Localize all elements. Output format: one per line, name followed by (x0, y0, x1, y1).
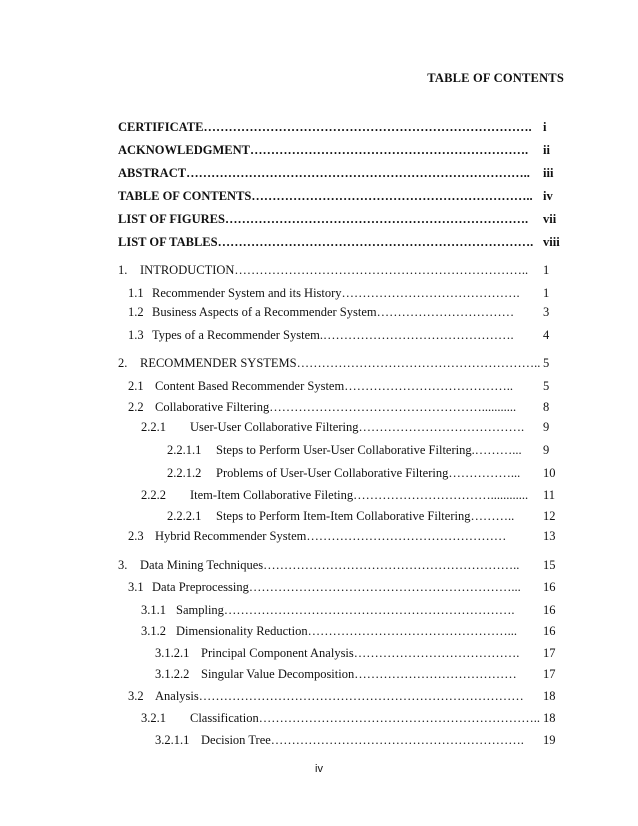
toc-entry-number: 2.3 (128, 529, 144, 543)
toc-entry-title: INTRODUCTION…………………………………………………………….. (140, 263, 529, 277)
toc-entry-title: RECOMMENDER SYSTEMS………………………………………………….. (140, 356, 541, 370)
toc-entry (0, 709, 638, 727)
toc-entry-number: 3.2 (128, 689, 144, 703)
toc-entry-title: Types of a Recommender System.………………………………………. (152, 328, 514, 342)
toc-entry-page: 3 (543, 305, 550, 319)
toc-entry (0, 644, 638, 662)
toc-entry-title: Problems of User-User Collaborative Filtering……………... (216, 466, 521, 480)
toc-entry-page: 11 (543, 488, 556, 502)
toc-entry-title: Principal Component Analysis…………………………………. (201, 646, 520, 660)
toc-entry-title: Sampling……………………………………………………………. (176, 603, 515, 617)
toc-entry-title: ABSTRACT……………………………………………………………………….. (118, 166, 530, 180)
toc-entry-page: 4 (543, 328, 550, 342)
toc-entry-title: Steps to Perform User-User Collaborative Filtering.………... (216, 443, 522, 457)
toc-entry-title: Recommender System and its History……………………………………. (152, 286, 520, 300)
toc-entry-page: 12 (543, 509, 556, 523)
toc-entry (0, 164, 638, 182)
toc-entry (0, 398, 638, 416)
toc-entry (0, 187, 638, 205)
toc-entry (0, 507, 638, 525)
toc-entry-page: vii (543, 212, 557, 226)
toc-entry-page: iv (543, 189, 553, 203)
toc-heading: TABLE OF CONTENTS (427, 71, 564, 85)
toc-entry-number: 1.2 (128, 305, 144, 319)
toc-entry-page: 17 (543, 667, 556, 681)
toc-entry-number: 3.1.2 (141, 624, 166, 638)
toc-entry-number: 3.1.1 (141, 603, 166, 617)
toc-entry-title: Decision Tree……………………………………………………. (201, 733, 524, 747)
toc-entry (0, 141, 638, 159)
toc-entry-page: 17 (543, 646, 556, 660)
toc-entry-page: 1 (543, 286, 550, 300)
toc-entry (0, 527, 638, 545)
toc-entry (0, 377, 638, 395)
toc-entry-number: 1.1 (128, 286, 144, 300)
toc-entry (0, 622, 638, 640)
toc-entry-page: 1 (543, 263, 550, 277)
toc-entry-page: 9 (543, 420, 550, 434)
toc-entry-page: iii (543, 166, 554, 180)
toc-entry-title: Steps to Perform Item-Item Collaborative Filtering……….. (216, 509, 515, 523)
toc-entry-number: 2.2.1.2 (167, 466, 202, 480)
toc-entry-page: 5 (543, 379, 550, 393)
toc-entry-number: 3. (118, 558, 128, 572)
toc-entry (0, 687, 638, 705)
page-number-footer: iv (315, 763, 323, 775)
toc-entry (0, 418, 638, 436)
toc-entry-page: 15 (543, 558, 556, 572)
toc-entry-number: 1.3 (128, 328, 144, 342)
toc-entry (0, 665, 638, 683)
toc-entry-number: 3.1 (128, 580, 144, 594)
toc-entry-title: Dimensionality Reduction…………………………………………... (176, 624, 517, 638)
toc-entry (0, 354, 638, 372)
toc-entry-page: viii (543, 235, 560, 249)
toc-entry-title: LIST OF TABLES…………………………………………………………………. (118, 235, 534, 249)
toc-entry (0, 486, 638, 504)
toc-entry-title: CERTIFICATE……………………………………………………………………. (118, 120, 532, 134)
toc-entry-page: ii (543, 143, 550, 157)
toc-entry (0, 261, 638, 279)
toc-entry-page: 19 (543, 733, 556, 747)
toc-entry-page: 5 (543, 356, 550, 370)
toc-entry-title: Content Based Recommender System………………………………….. (155, 379, 513, 393)
toc-entry (0, 556, 638, 574)
toc-entry-page: 16 (543, 580, 556, 594)
toc-entry-title: LIST OF FIGURES………………………………………………………………. (118, 212, 529, 226)
toc-entry (0, 464, 638, 482)
toc-entry-number: 3.2.1 (141, 711, 166, 725)
toc-entry (0, 731, 638, 749)
toc-entry-page: 13 (543, 529, 556, 543)
toc-entry-title: Singular Value Decomposition………………………………… (201, 667, 517, 681)
toc-entry (0, 441, 638, 459)
toc-entry-number: 2. (118, 356, 128, 370)
toc-entry-number: 3.1.2.1 (155, 646, 190, 660)
toc-entry-number: 1. (118, 263, 128, 277)
toc-entry-page: 18 (543, 689, 556, 703)
toc-entry-number: 3.1.2.2 (155, 667, 190, 681)
toc-entry-page: i (543, 120, 547, 134)
toc-entry-number: 2.2 (128, 400, 144, 414)
toc-entry-title: User-User Collaborative Filtering…………………………………. (190, 420, 525, 434)
toc-entry-title: ACKNOWLEDGMENT…………………………………………………………. (118, 143, 529, 157)
toc-entry-number: 2.2.2.1 (167, 509, 202, 523)
toc-entry (0, 210, 638, 228)
toc-entry-number: 2.1 (128, 379, 144, 393)
toc-entry-page: 9 (543, 443, 550, 457)
toc-entry (0, 118, 638, 136)
toc-entry-page: 10 (543, 466, 556, 480)
toc-entry-title: TABLE OF CONTENTS………………………………………………………….. (118, 189, 533, 203)
toc-entry-page: 16 (543, 603, 556, 617)
toc-entry-number: 2.2.1.1 (167, 443, 202, 457)
toc-entry-title: Item-Item Collaborative Fileting……………………………............ (190, 488, 529, 502)
toc-entry (0, 284, 638, 302)
toc-entry-title: Collaborative Filtering……………………………………………........... (155, 400, 517, 414)
toc-entry (0, 326, 638, 344)
toc-entry (0, 601, 638, 619)
toc-entry-title: Data Preprocessing………………………………………………………... (152, 580, 521, 594)
toc-entry-number: 2.2.1 (141, 420, 166, 434)
toc-entry (0, 233, 638, 251)
toc-entry-number: 3.2.1.1 (155, 733, 190, 747)
toc-entry-page: 8 (543, 400, 550, 414)
toc-entry-title: Analysis…………………………………………………………………… (155, 689, 524, 703)
toc-entry-page: 18 (543, 711, 556, 725)
toc-entry-title: Business Aspects of a Recommender System…………………………… (152, 305, 515, 319)
toc-entry (0, 578, 638, 596)
toc-entry-title: Classification………………………………………………………….. (190, 711, 540, 725)
toc-entry-title: Data Mining Techniques…………………………………………………….. (140, 558, 520, 572)
toc-entry-title: Hybrid Recommender System………………………………………… (155, 529, 507, 543)
toc-entry-number: 2.2.2 (141, 488, 166, 502)
toc-entry-page: 16 (543, 624, 556, 638)
toc-entry (0, 303, 638, 321)
